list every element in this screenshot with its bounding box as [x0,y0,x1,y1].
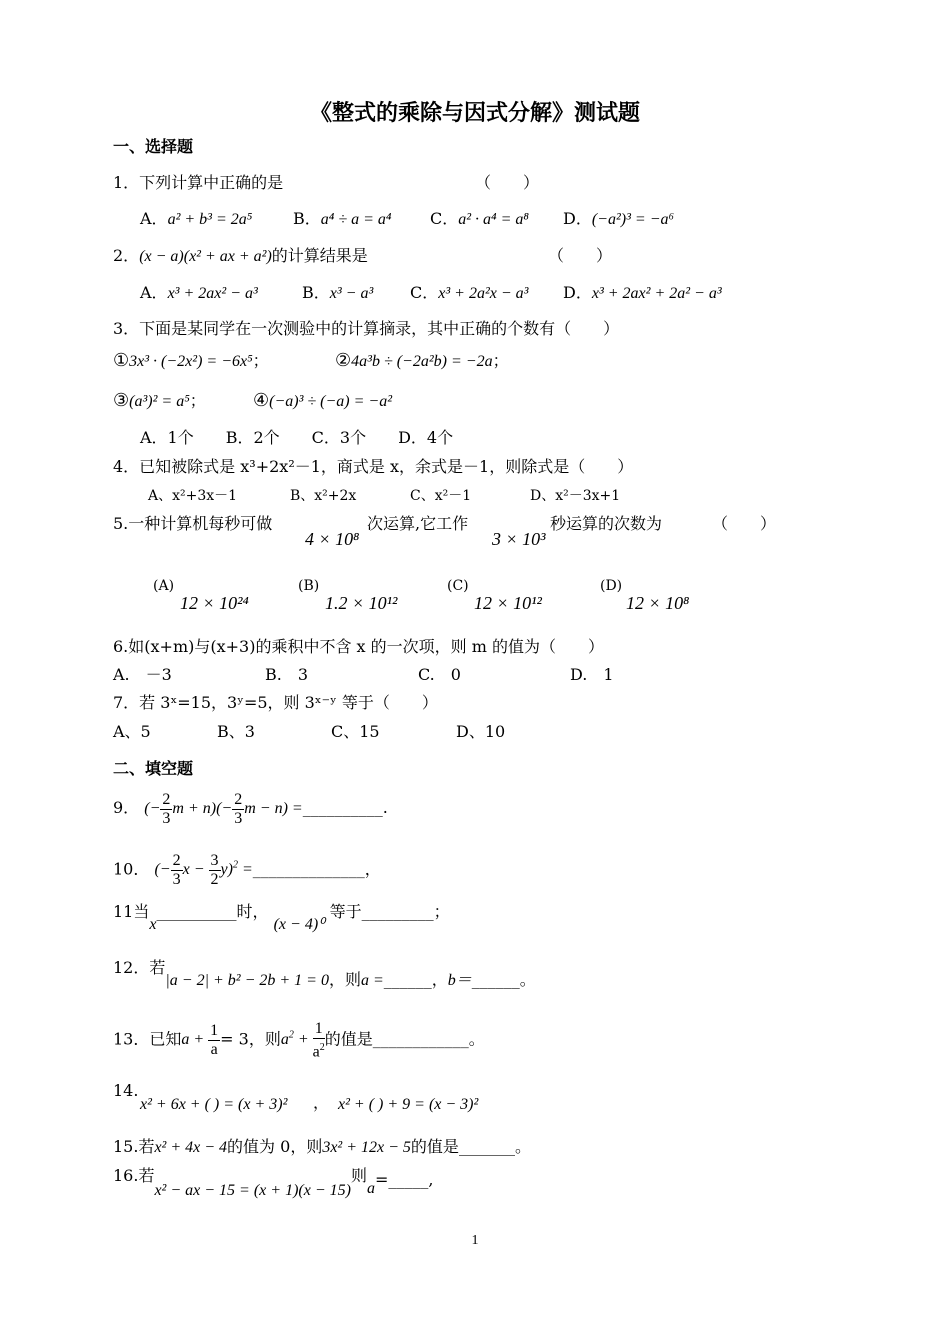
q10-number: 10． [113,859,150,879]
q6-option-d: D. 1 [570,665,614,684]
q5-c-label: (C) [447,578,469,594]
q3-item-2-sep: ； [492,351,509,370]
page-title: 《整式的乘除与因式分解》测试题 [309,101,640,126]
q2-expr: (x − a)(x² + ax + a²) [139,248,272,265]
q14-expr-1: x² + 6x + ( ) = (x + 3)² [140,1096,288,1113]
q10-line [113,846,381,890]
q5-a-expr: 12 × 10²⁴ [180,593,249,613]
q5-d-label: (D) [600,578,623,594]
q3-item-3-mark: ③ [113,390,130,411]
q3-item-4-expr: (−a)³ ÷ (−a) = −a² [269,393,393,410]
q5-a-label: (A) [153,578,175,594]
q15-expr-2: 3x² + 12x − 5 [322,1139,411,1156]
q7-option-b: B、3 [217,722,255,741]
q13-text-1: 13．已知 [113,1029,182,1049]
q1-b-expr: a⁴ ÷ a = a⁴ [320,211,392,228]
q9-line [113,788,388,829]
q13-line [113,1016,485,1061]
q5-b-expr: 1.2 × 10¹² [325,593,398,613]
q3-item-4-mark: ④ [253,390,270,411]
q1-option-a [140,208,252,231]
q3-item-1-sep: ； [252,351,269,370]
q13-expr-1: a + $\frac{1}{a}$ [181,1022,219,1059]
q11-text-1: 11当 [113,902,150,921]
q12-blank-1: ______， [383,970,448,989]
q4-option-a: A、x²+3x－1 [148,488,238,504]
q5-answer-paren: （ ） [712,514,777,533]
q1-d-label: D． [563,209,592,228]
q12-expr: |a − 2| + b² − 2b + 1 = 0 [165,972,329,989]
q5-text-1: 5.一种计算机每秒可做 [113,514,273,533]
q1-c-label: C． [430,209,459,228]
q2-d-label: D． [563,283,592,302]
q5-text-2: 次运算,它工作 [367,514,469,533]
q12-b-eq: b＝ [447,972,472,989]
q3-item-4 [253,390,392,413]
q12-text-1: 12．若 [113,958,166,977]
section-fill-heading: 二、填空题 [113,759,194,778]
q2-stem-line [113,245,368,268]
q13-text-3: 的值是 [324,1029,373,1049]
q7-option-d: D、10 [456,722,506,741]
q3-item-1-mark: ① [113,350,130,371]
q3-item-2 [335,350,509,373]
q10-blank: ______________， [252,859,381,879]
q14-number: 14. [113,1081,139,1100]
q16-text-1: 16.若 [113,1166,155,1185]
q11-blank-2: _________； [361,902,450,921]
q1-option-c [430,208,529,231]
q6-stem: 6.如(x+m)与(x+3)的乘积中不含 x 的一次项，则 m 的值为（ ） [113,637,604,656]
q1-option-d [563,208,674,231]
q5-d-expr: 12 × 10⁸ [626,593,690,613]
q2-a-label: A． [140,283,168,302]
q6-option-a: A. －3 [113,665,172,684]
q3-item-1-expr: 3x³ · (−2x²) = −6x⁵ [129,353,253,370]
q12-a-eq: a = [360,972,384,989]
q3-item-2-mark: ② [335,350,352,371]
q4-option-d: D、x²－3x+1 [530,488,621,504]
q2-c-label: C． [410,283,439,302]
q4-option-b: B、x²+2x [290,488,357,504]
q12-text-2: ，则 [328,970,361,989]
q2-b-label: B． [302,283,330,302]
q15-blank: _______。 [458,1137,531,1156]
q9-blank: __________. [302,798,388,817]
q6-option-c: C. 0 [418,665,461,684]
q7-option-a: A、5 [113,722,151,741]
q15-line [113,1136,531,1159]
page-number: 1 [471,1233,479,1248]
q1-c-expr: a² · a⁴ = a⁸ [458,211,529,228]
q15-text-3: 的值是 [410,1137,459,1156]
q16-line [113,1165,434,1199]
q1-a-label: A． [140,209,168,228]
q9-expr: (− $\frac{2}{3}$ m + n)(− $\frac{2}{3}$ m − n) = [144,790,303,827]
q1-stem: 1．下列计算中正确的是 [113,173,284,192]
q5-text-3: 秒运算的次数为 [550,514,663,533]
q2-option-b [302,282,373,305]
q16-eq: = [374,1170,389,1189]
q7-stem: 7．若 3ˣ=15，3ʸ=5，则 3ˣ⁻ʸ 等于（ ） [113,693,438,712]
q5-b-label: (B) [298,578,320,594]
q3-stem: 3．下面是某同学在一次测验中的计算摘录，其中正确的个数有（ ） [113,319,620,338]
q13-blank: ____________。 [372,1029,485,1049]
q3-item-3-expr: (a³)² = a⁵ [129,393,190,410]
q4-stem: 4．已知被除式是 x³+2x²－1，商式是 x，余式是－1，则除式是（ ） [113,457,634,476]
q5-expr-1: 4 × 10⁸ [305,529,360,549]
section-choice-heading: 一、选择题 [113,137,194,156]
q1-d-expr: (−a²)³ = −a⁶ [591,211,675,228]
q11-line [113,901,450,933]
q9-number: 9． [113,798,140,817]
q11-text-2: 等于 [329,902,362,921]
q15-text-2: 的值为 0，则 [227,1137,323,1156]
q1-a-expr: a² + b³ = 2a⁵ [167,211,253,228]
q1-b-label: B． [293,209,321,228]
q2-answer-paren: （ ） [548,246,613,265]
q6-option-b: B. 3 [265,665,309,684]
q13-expr-2: $a^2$ + $\frac{1}{a^2}$ [280,1019,325,1061]
q11-var: x [149,916,157,933]
q3-item-3 [113,390,206,413]
q15-expr-1: x² + 4x − 4 [154,1139,228,1156]
q12-line [113,957,536,989]
q2-stem: 的计算结果是 [271,246,368,265]
q4-option-c: C、x²－1 [410,488,472,504]
q2-c-expr: x³ + 2a²x − a³ [438,285,529,302]
q11-blank-1: __________时， [156,902,269,921]
q3-item-1 [113,350,269,373]
q14-expr-2: x² + ( ) + 9 = (x − 3)² [338,1096,479,1113]
q2-option-a [140,282,258,305]
q3-item-3-sep: ； [189,391,206,410]
q1-option-b [293,208,391,231]
q5-c-expr: 12 × 10¹² [474,593,542,613]
q2-a-expr: x³ + 2ax² − a³ [167,285,258,302]
q3-item-2-expr: 4a³b ÷ (−2a²b) = −2a [351,353,493,370]
q5-expr-2: 3 × 10³ [492,529,546,549]
q14-sep: ， [313,1093,330,1112]
q15-text-1: 15.若 [113,1137,155,1156]
q2-option-c [410,282,528,305]
q7-option-c: C、15 [331,722,380,741]
q2-d-expr: x³ + 2ax² + 2a² − a³ [591,285,722,302]
q16-var: a [366,1180,375,1197]
q2-number: 2． [113,246,140,265]
q16-expr: x² − ax − 15 = (x + 1)(x − 15) [154,1182,351,1199]
q13-text-2: = 3，则 [220,1029,281,1049]
q2-b-expr: x³ − a³ [329,285,374,302]
q16-text-2: 则 [350,1166,367,1185]
q1-answer-paren: （ ） [475,173,540,192]
q12-blank-2: ______。 [471,970,536,989]
q10-expr: (− $\frac{2}{3}$ x − $\frac{3}{2}$ y)$^2$ = [154,852,253,889]
q11-expr: (x − 4)⁰ [273,916,325,933]
q3-options: A．1个 B．2个 C．3个 D．4个 [140,428,454,447]
q16-blank: _____, [388,1170,434,1189]
q2-option-d [563,282,722,305]
